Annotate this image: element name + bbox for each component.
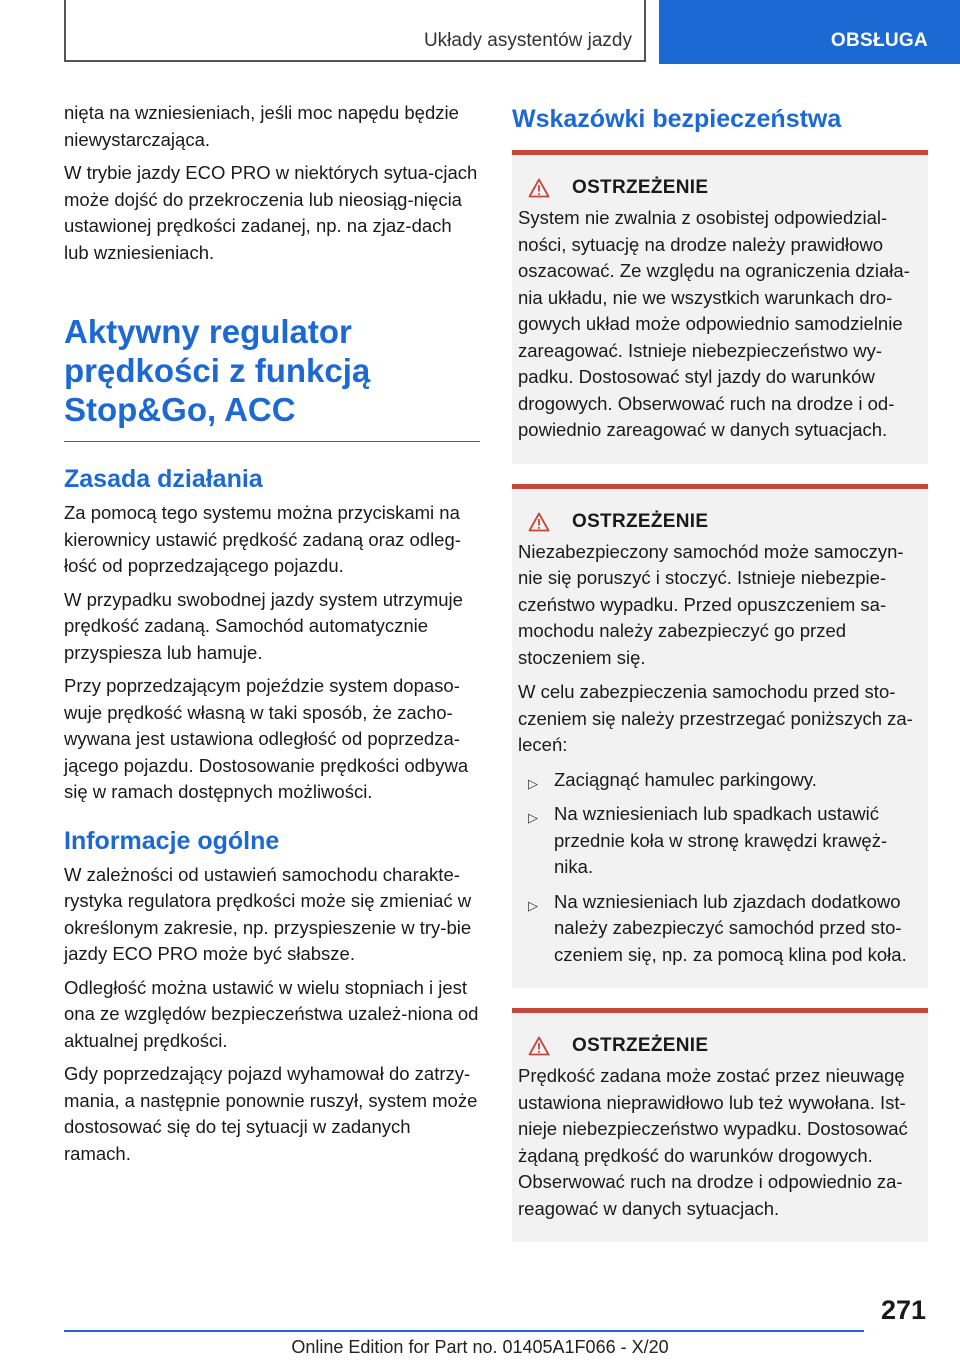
warning-box xyxy=(512,1008,928,1242)
intro-paragraph: nięta na wzniesieniach, jeśli moc napędu będzie niewystarczająca. xyxy=(64,102,459,150)
body-paragraph: Odległość można ustawić w wielu stopniach i jest ona ze względów bezpieczeństwa uzależ-niona od aktualnej prędkości. xyxy=(64,976,479,1051)
warning-label: OSTRZEŻENIE xyxy=(572,1035,709,1056)
warning-triangle-icon xyxy=(528,512,550,532)
body-paragraph: Gdy poprzedzający pojazd wyhamował do zatrzy-mania, a następnie ponownie ruszył, system może dostosować się do tej sytuacji w zadanych ramach. xyxy=(64,1063,478,1164)
section-heading-general: Informacje ogólne xyxy=(64,826,280,855)
warning-header xyxy=(518,1035,922,1057)
warning-label: OSTRZEŻENIE xyxy=(572,177,709,198)
body-paragraph: W zależności od ustawień samochodu charakte-rystyka regulatora prędkości może się zmieniać w określonym zakresie, np. przyspieszenie w try-bie jazdy ECO PRO może być słabsze. xyxy=(64,863,472,964)
warning-text: Niezabezpieczony samochód może samoczyn-nie się poruszyć i stoczyć. Istnieje niebezpie-czeństwo wypadku. Przed opuszczeniem sa-mochodu należy zabezpieczyć go przed stoczeniem się. xyxy=(518,540,904,668)
body-paragraph: W przypadku swobodnej jazdy system utrzymuje prędkość zadaną. Samochód automatycznie przyspiesza lub hamuje. xyxy=(64,588,463,663)
body-paragraph: Przy poprzedzającym pojeździe system dopaso-wuje prędkość własną w taki sposób, że zacho-wywana jest ustawiona odległość od poprzedza-jącego pojazdu. Dostosowanie prędkości odbywa się w ramach dostępnych możliwości. xyxy=(64,675,469,802)
list-item xyxy=(518,767,922,794)
list-item-text: Zaciągnąć hamulec parkingowy. xyxy=(554,768,817,790)
warning-box xyxy=(512,484,928,989)
bullet-triangle-icon: ▷ xyxy=(528,897,538,913)
warning-triangle-icon xyxy=(528,178,550,198)
section-heading-principle: Zasada działania xyxy=(64,465,263,493)
warning-triangle-icon xyxy=(528,1036,550,1056)
left-column xyxy=(64,100,480,1174)
warning-text: Prędkość zadana może zostać przez nieuwagę ustawiona nieprawidłowo lub też wywołana. Ist-nieje niebezpieczeństwo wypadku. Dostosować żądaną prędkość do warunków drogowych. Obserwować ruch na drodze i odpowiednio za-reagować w danych sytuacjach. xyxy=(518,1065,908,1219)
page-header xyxy=(0,0,960,66)
header-section-box xyxy=(64,0,646,62)
warning-label: OSTRZEŻENIE xyxy=(572,510,709,532)
list-item-text: Na wzniesieniach lub zjazdach dodatkowo należy zabezpieczyć samochód przed sto-czeniem się, np. za pomocą klina pod koła. xyxy=(554,890,907,965)
bullet-triangle-icon: ▷ xyxy=(528,775,538,791)
list-item-text: Na wzniesieniach lub spadkach ustawić przednie koła w stronę krawędzi krawęż-nika. xyxy=(554,803,888,877)
right-column xyxy=(512,100,928,1242)
safety-heading: Wskazówki bezpieczeństwa xyxy=(512,105,842,133)
footer-divider xyxy=(64,1330,864,1332)
warning-text: System nie zwalnia z osobistej odpowiedzial-ności, sytuację na drodze należy prawidłowo oszacować. Ze względu na ograniczenia działa-nia układu, nie we wszystkich warunkach dro-gowych układ może odpowiednio samodzielnie zareagować. Istnieje niebezpieczeństwo wy-padku. Dostosować styl jazdy do warunków drogowych. Obserwować ruch na drodze i od-powiednio zareagować w danych sytuacjach. xyxy=(518,207,910,440)
warning-text: W celu zabezpieczenia samochodu przed sto-czeniem się należy przestrzegać poniższych za-leceń: xyxy=(518,681,913,755)
header-chapter-title: OBSŁUGA xyxy=(830,30,928,51)
page-number: 271 xyxy=(880,1295,926,1325)
footer-edition: Online Edition for Part no. 01405A1F066 - X/20 xyxy=(291,1337,669,1357)
header-chapter-tab xyxy=(659,0,960,64)
bullet-triangle-icon: ▷ xyxy=(528,810,538,825)
warning-header xyxy=(518,511,922,533)
warning-header xyxy=(518,177,922,199)
step-list xyxy=(518,767,922,969)
body-paragraph: Za pomocą tego systemu można przyciskami na kierownicy ustawić prędkość zadaną oraz odleg-łość od poprzedzającego pojazdu. xyxy=(64,502,461,576)
intro-paragraph: W trybie jazdy ECO PRO w niektórych sytua-cjach może dojść do przekroczenia lub nieosiąg-nięcia ustawionej prędkości zadanej, np. na zjaz-dach lub wzniesieniach. xyxy=(64,162,478,263)
list-item xyxy=(518,889,922,969)
header-section-title: Układy asystentów jazdy xyxy=(423,30,632,51)
warning-box xyxy=(512,150,928,464)
chapter-title: Aktywny regulator prędkości z funkcją Stop&Go, ACC xyxy=(64,312,480,442)
list-item xyxy=(518,801,922,881)
